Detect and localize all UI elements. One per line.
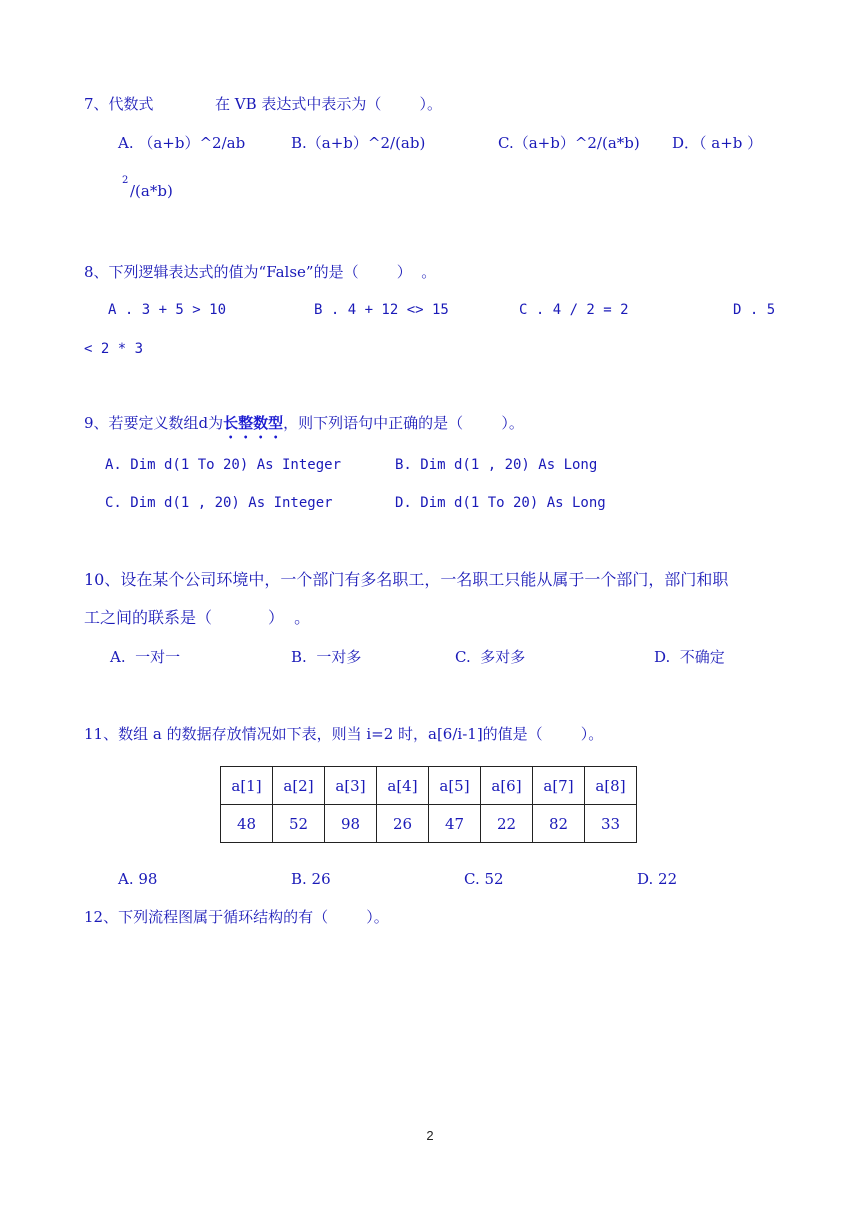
q8-option-c: C . 4 / 2 = 2 [519, 302, 629, 318]
q11-option-c: C. 52 [464, 870, 504, 888]
table-value-cell: 98 [325, 805, 377, 843]
q9-option-a: A. Dim d(1 To 20) As Integer [105, 457, 342, 473]
table-header-cell: a[7] [533, 767, 585, 805]
q10-option-b: B. 一对多 [291, 648, 362, 666]
q8-option-d-continued: < 2 * 3 [84, 341, 144, 357]
q10-stem-line1: 10、设在某个公司环境中，一个部门有多名职工，一名职工只能从属于一个部门，部门和职 [84, 570, 729, 589]
q10-option-a: A. 一对一 [110, 648, 181, 666]
table-value-cell: 52 [273, 805, 325, 843]
q7-option-b: B.（a+b）^2/(ab) [291, 134, 426, 152]
table-header-cell: a[8] [585, 767, 637, 805]
q8-option-d: D . 5 [733, 302, 776, 318]
table-header-cell: a[4] [377, 767, 429, 805]
table-header-cell: a[5] [429, 767, 481, 805]
q8-option-a: A . 3 + 5 > 10 [108, 302, 227, 318]
q9-option-d: D. Dim d(1 To 20) As Long [395, 495, 606, 511]
q9-option-c: C. Dim d(1 , 20) As Integer [105, 495, 333, 511]
q7-option-d-superscript: 2 [122, 175, 129, 186]
q8-option-b: B . 4 + 12 <> 15 [314, 302, 449, 318]
q9-option-b: B. Dim d(1 , 20) As Long [395, 457, 598, 473]
q11-option-a: A. 98 [118, 870, 158, 888]
table-header-cell: a[3] [325, 767, 377, 805]
table-value-cell: 26 [377, 805, 429, 843]
q10-stem-line2: 工之间的联系是（ ） 。 [84, 608, 311, 627]
q7-stem-part1: 7、代数式 [84, 95, 154, 113]
q10-option-c: C. 多对多 [455, 648, 526, 666]
q12-stem: 12、下列流程图属于循环结构的有（ ）。 [84, 908, 389, 926]
table-header-cell: a[2] [273, 767, 325, 805]
q11-option-b: B. 26 [291, 870, 331, 888]
array-table [220, 766, 637, 843]
q9-stem-emphasis: 长整数型 [223, 414, 284, 432]
array-table-header-row [221, 767, 637, 805]
q9-stem-part2: ，则下列语句中正确的是（ ）。 [283, 414, 524, 432]
q9-stem-part1: 9、若要定义数组d为 [84, 414, 224, 432]
table-value-cell: 82 [533, 805, 585, 843]
q7-option-c: C.（a+b）^2/(a*b) [498, 134, 640, 152]
table-header-cell: a[1] [221, 767, 273, 805]
table-value-cell: 22 [481, 805, 533, 843]
array-table-value-row [221, 805, 637, 843]
q7-option-d-continued: /(a*b) [130, 182, 173, 200]
q8-stem: 8、下列逻辑表达式的值为“False”的是（ ） 。 [84, 263, 437, 281]
q7-option-d: D．（ a+b ） [672, 134, 763, 152]
q7-stem-part2: 在 VB 表达式中表示为（ ）。 [215, 95, 443, 113]
page-number: 2 [426, 1128, 434, 1143]
q11-stem: 11、数组 a 的数据存放情况如下表，则当 i=2 时，a[6/i-1]的值是（ ）。 [84, 725, 604, 743]
q7-option-a: A. （a+b）^2/ab [118, 134, 246, 152]
table-header-cell: a[6] [481, 767, 533, 805]
table-value-cell: 48 [221, 805, 273, 843]
q9-stem [84, 413, 524, 442]
table-value-cell: 33 [585, 805, 637, 843]
q10-option-d: D. 不确定 [654, 648, 725, 666]
q11-option-d: D. 22 [637, 870, 678, 888]
table-value-cell: 47 [429, 805, 481, 843]
